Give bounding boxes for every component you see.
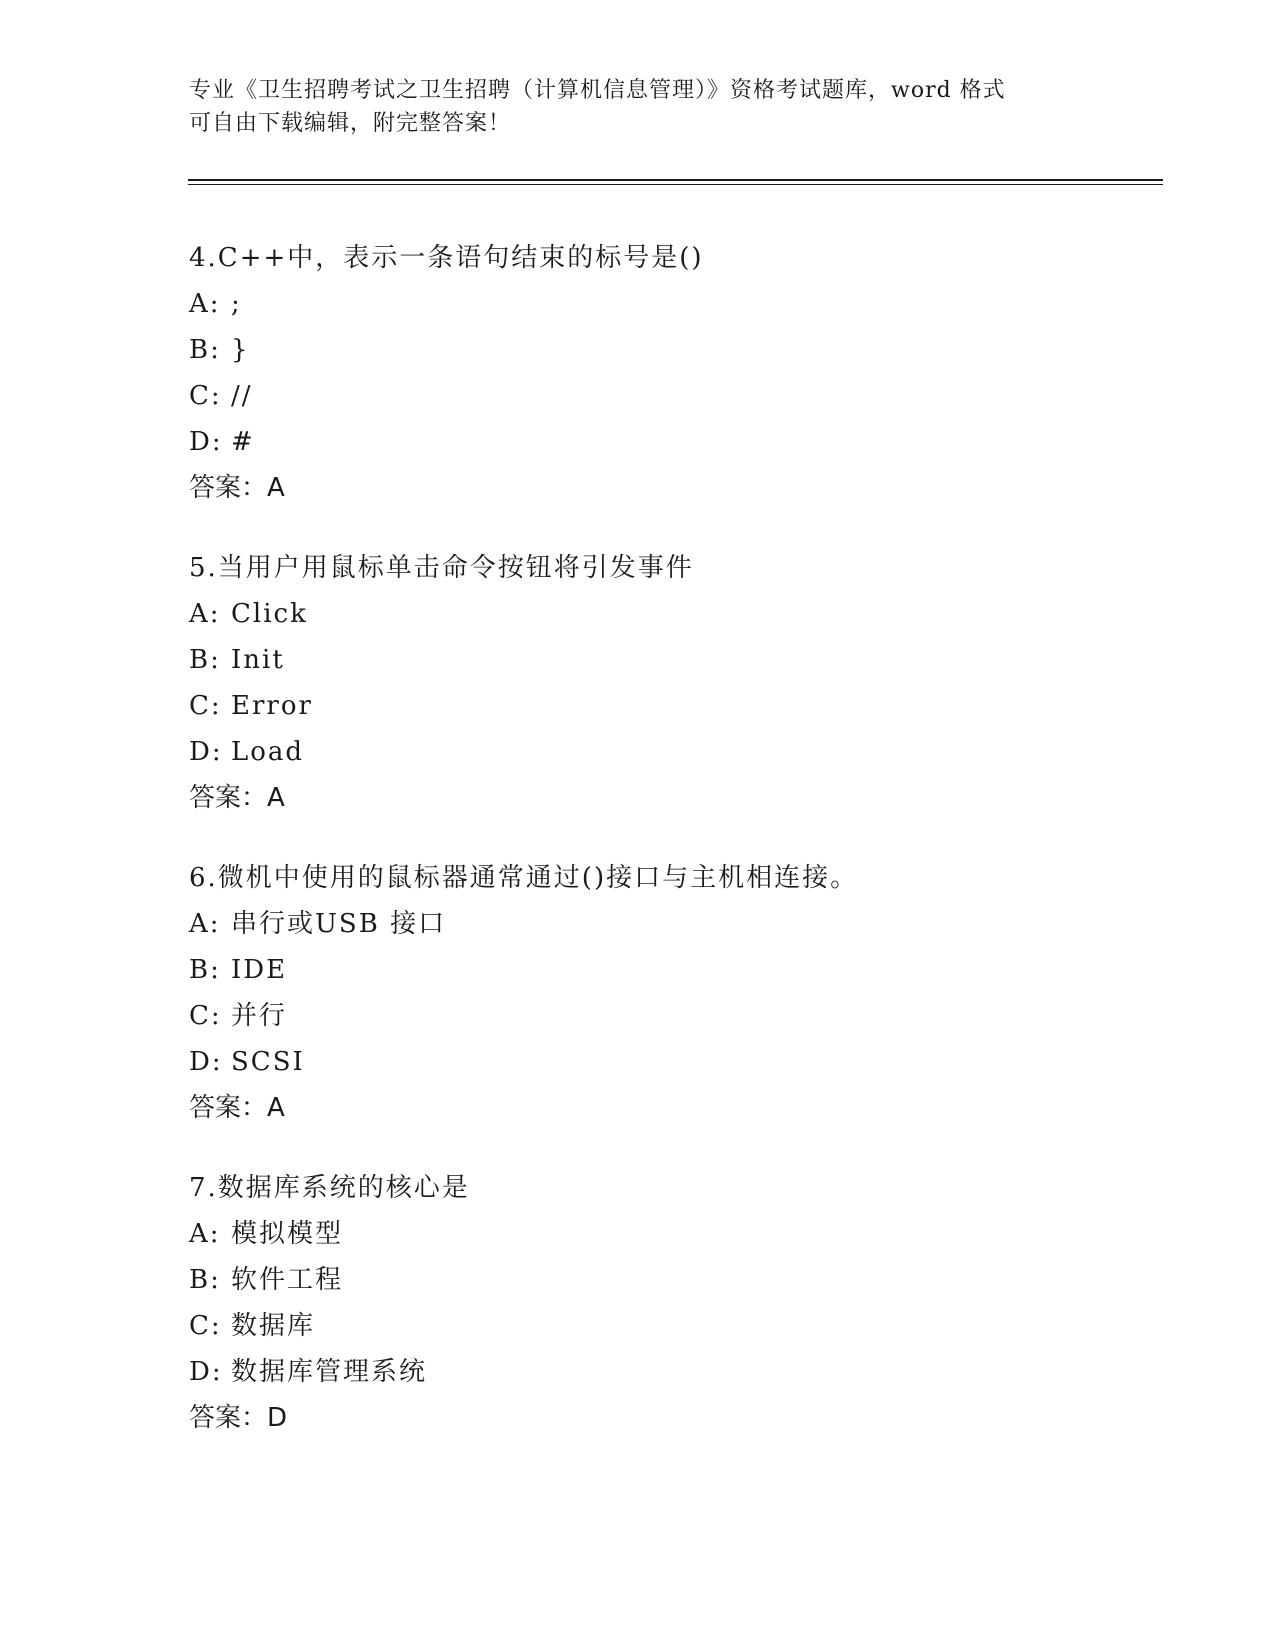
option-text: 数据库管理系统 — [231, 1357, 428, 1387]
option-text: // — [231, 381, 253, 411]
question-stem: 6.微机中使用的鼠标器通常通过()接口与主机相连接。 — [189, 863, 859, 893]
option-key: D: — [189, 427, 223, 457]
option-key: B: — [189, 955, 221, 985]
answer-label: 答案：A — [189, 783, 285, 813]
answer-label: 答案：A — [189, 473, 285, 503]
option-text: IDE — [231, 955, 288, 985]
option-c — [189, 993, 1139, 1039]
option-text: 数据库 — [231, 1311, 316, 1341]
question-stem: 4.C++中，表示一条语句结束的标号是() — [189, 243, 704, 273]
option-text: 并行 — [231, 1001, 288, 1031]
option-text: # — [231, 427, 255, 457]
answer-label: 答案：A — [189, 1093, 285, 1123]
document-header — [189, 74, 1089, 140]
option-key: C: — [189, 1311, 222, 1341]
option-text: 软件工程 — [231, 1265, 344, 1295]
option-d — [189, 419, 1139, 465]
option-d — [189, 1039, 1139, 1085]
question-list — [189, 235, 1139, 1475]
option-key: D: — [189, 1357, 223, 1387]
option-key: D: — [189, 737, 223, 767]
option-text: } — [231, 335, 250, 365]
option-d — [189, 729, 1139, 775]
answer-label: 答案：D — [189, 1403, 288, 1433]
question-item — [189, 1165, 1139, 1441]
option-a — [189, 1211, 1139, 1257]
option-key: A: — [189, 599, 221, 629]
option-key: A: — [189, 1219, 221, 1249]
option-key: C: — [189, 691, 222, 721]
option-b — [189, 637, 1139, 683]
option-b — [189, 327, 1139, 373]
question-item — [189, 545, 1139, 821]
option-c — [189, 1303, 1139, 1349]
option-key: C: — [189, 381, 222, 411]
question-item — [189, 235, 1139, 511]
option-text: SCSI — [231, 1047, 305, 1077]
option-a — [189, 901, 1139, 947]
option-key: D: — [189, 1047, 223, 1077]
option-key: A: — [189, 909, 221, 939]
option-b — [189, 1257, 1139, 1303]
option-a — [189, 281, 1139, 327]
option-key: B: — [189, 335, 221, 365]
option-text: Click — [231, 599, 308, 629]
option-key: C: — [189, 1001, 222, 1031]
option-text: Error — [231, 691, 313, 721]
header-line-2: 可自由下载编辑，附完整答案！ — [189, 111, 512, 136]
header-divider-thick — [188, 179, 1163, 181]
question-stem: 5.当用户用鼠标单击命令按钮将引发事件 — [189, 553, 694, 583]
option-d — [189, 1349, 1139, 1395]
header-divider-thin — [188, 184, 1163, 185]
option-text: 模拟模型 — [231, 1219, 344, 1249]
option-a — [189, 591, 1139, 637]
question-stem: 7.数据库系统的核心是 — [189, 1173, 470, 1203]
question-item — [189, 855, 1139, 1131]
option-key: A: — [189, 289, 221, 319]
option-key: B: — [189, 1265, 221, 1295]
option-text: 串行或USB 接口 — [231, 909, 447, 939]
header-line-1: 专业《卫生招聘考试之卫生招聘（计算机信息管理）》资格考试题库，word 格式 — [189, 78, 1006, 103]
option-c — [189, 683, 1139, 729]
option-b — [189, 947, 1139, 993]
option-text: Load — [231, 737, 305, 767]
option-c — [189, 373, 1139, 419]
option-text: Init — [231, 645, 285, 675]
option-text: ; — [231, 289, 242, 319]
option-key: B: — [189, 645, 221, 675]
